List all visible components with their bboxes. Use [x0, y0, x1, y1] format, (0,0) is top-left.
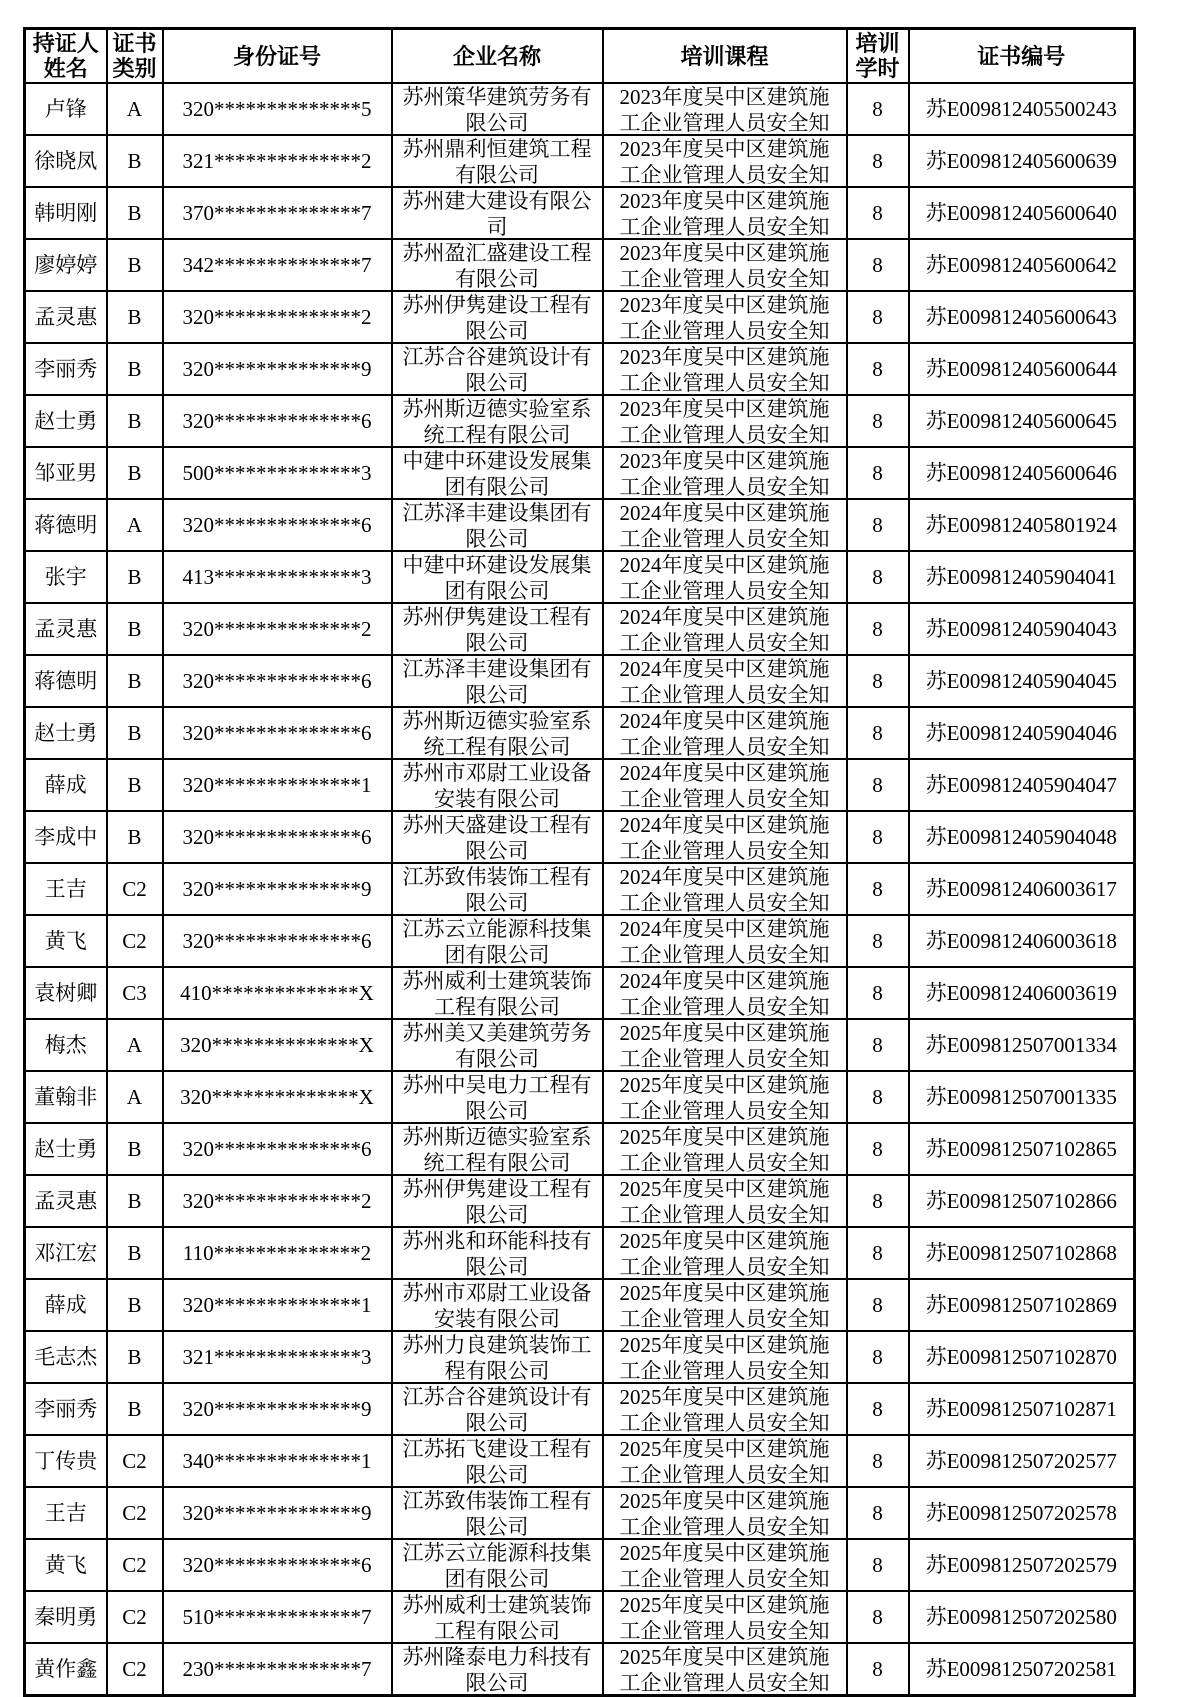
cell-training-course: 2023年度吴中区建筑施工企业管理人员安全知: [603, 83, 847, 135]
cell-training-hours: 8: [847, 1123, 909, 1175]
cell-training-course: 2024年度吴中区建筑施工企业管理人员安全知: [603, 967, 847, 1019]
cell-training-hours: 8: [847, 1227, 909, 1279]
cell-company-name: 江苏泽丰建设集团有限公司: [392, 655, 603, 707]
cell-training-course: 2024年度吴中区建筑施工企业管理人员安全知: [603, 811, 847, 863]
cell-cert-type: C2: [107, 1435, 163, 1487]
cell-holder-name: 袁树卿: [25, 967, 107, 1019]
cell-holder-name: 赵士勇: [25, 1123, 107, 1175]
table-row: [25, 967, 1135, 1019]
table-row: [25, 83, 1135, 135]
certificate-table-container: [23, 27, 1136, 1697]
cell-company-name: 苏州建大建设有限公司: [392, 187, 603, 239]
cell-id-number: 320**************6: [163, 395, 392, 447]
table-row: [25, 447, 1135, 499]
cell-holder-name: 薛成: [25, 759, 107, 811]
cell-cert-number: 苏E009812405600640: [909, 187, 1135, 239]
cell-training-course: 2025年度吴中区建筑施工企业管理人员安全知: [603, 1591, 847, 1643]
cell-holder-name: 卢锋: [25, 83, 107, 135]
cell-cert-type: C2: [107, 1643, 163, 1696]
cell-holder-name: 蒋德明: [25, 655, 107, 707]
cell-id-number: 321**************2: [163, 135, 392, 187]
cell-holder-name: 秦明勇: [25, 1591, 107, 1643]
table-row: [25, 499, 1135, 551]
header-training-hours: 培训学时: [847, 29, 909, 84]
cell-training-hours: 8: [847, 551, 909, 603]
cell-company-name: 江苏云立能源科技集团有限公司: [392, 1539, 603, 1591]
cell-cert-type: C2: [107, 1591, 163, 1643]
cell-id-number: 320**************6: [163, 811, 392, 863]
cell-cert-type: B: [107, 759, 163, 811]
cell-training-course: 2023年度吴中区建筑施工企业管理人员安全知: [603, 395, 847, 447]
cell-company-name: 江苏合谷建筑设计有限公司: [392, 1383, 603, 1435]
cell-company-name: 苏州伊隽建设工程有限公司: [392, 603, 603, 655]
table-row: [25, 187, 1135, 239]
cell-holder-name: 黄飞: [25, 915, 107, 967]
cell-id-number: 500**************3: [163, 447, 392, 499]
cell-training-hours: 8: [847, 395, 909, 447]
cell-training-hours: 8: [847, 343, 909, 395]
cell-cert-number: 苏E009812507202578: [909, 1487, 1135, 1539]
cell-training-hours: 8: [847, 967, 909, 1019]
cell-id-number: 320**************9: [163, 343, 392, 395]
cell-training-course: 2024年度吴中区建筑施工企业管理人员安全知: [603, 499, 847, 551]
cell-id-number: 342**************7: [163, 239, 392, 291]
cell-id-number: 320**************X: [163, 1019, 392, 1071]
cell-id-number: 413**************3: [163, 551, 392, 603]
cell-id-number: 320**************6: [163, 1539, 392, 1591]
cell-training-course: 2023年度吴中区建筑施工企业管理人员安全知: [603, 291, 847, 343]
cell-training-course: 2023年度吴中区建筑施工企业管理人员安全知: [603, 187, 847, 239]
cell-holder-name: 韩明刚: [25, 187, 107, 239]
cell-holder-name: 李成中: [25, 811, 107, 863]
cell-id-number: 320**************6: [163, 915, 392, 967]
cell-holder-name: 王吉: [25, 863, 107, 915]
table-row: [25, 811, 1135, 863]
cell-cert-number: 苏E009812405600639: [909, 135, 1135, 187]
table-row: [25, 1539, 1135, 1591]
cell-company-name: 苏州斯迈德实验室系统工程有限公司: [392, 1123, 603, 1175]
cell-cert-type: B: [107, 291, 163, 343]
cell-training-course: 2024年度吴中区建筑施工企业管理人员安全知: [603, 915, 847, 967]
cell-cert-number: 苏E009812405904045: [909, 655, 1135, 707]
cell-training-hours: 8: [847, 915, 909, 967]
cell-training-course: 2025年度吴中区建筑施工企业管理人员安全知: [603, 1071, 847, 1123]
cell-training-hours: 8: [847, 447, 909, 499]
cell-cert-number: 苏E009812405600644: [909, 343, 1135, 395]
cell-cert-number: 苏E009812405904047: [909, 759, 1135, 811]
cell-training-course: 2025年度吴中区建筑施工企业管理人员安全知: [603, 1383, 847, 1435]
cell-training-course: 2025年度吴中区建筑施工企业管理人员安全知: [603, 1279, 847, 1331]
cell-cert-number: 苏E009812405500243: [909, 83, 1135, 135]
cell-cert-number: 苏E009812507102865: [909, 1123, 1135, 1175]
cell-cert-type: B: [107, 343, 163, 395]
table-row: [25, 1227, 1135, 1279]
cell-cert-type: B: [107, 655, 163, 707]
table-row: [25, 603, 1135, 655]
cell-cert-number: 苏E009812406003618: [909, 915, 1135, 967]
cell-id-number: 320**************2: [163, 1175, 392, 1227]
table-row: [25, 239, 1135, 291]
cell-id-number: 320**************2: [163, 291, 392, 343]
cell-training-course: 2024年度吴中区建筑施工企业管理人员安全知: [603, 603, 847, 655]
cell-company-name: 江苏合谷建筑设计有限公司: [392, 343, 603, 395]
table-row: [25, 863, 1135, 915]
cell-company-name: 苏州威利士建筑装饰工程有限公司: [392, 1591, 603, 1643]
cell-cert-number: 苏E009812405904048: [909, 811, 1135, 863]
table-row: [25, 1071, 1135, 1123]
cell-training-course: 2025年度吴中区建筑施工企业管理人员安全知: [603, 1487, 847, 1539]
cell-cert-type: C2: [107, 1539, 163, 1591]
cell-holder-name: 董翰非: [25, 1071, 107, 1123]
cell-company-name: 江苏致伟装饰工程有限公司: [392, 863, 603, 915]
cell-cert-type: B: [107, 395, 163, 447]
cell-cert-type: B: [107, 707, 163, 759]
cell-holder-name: 赵士勇: [25, 395, 107, 447]
cell-cert-type: B: [107, 1279, 163, 1331]
cell-holder-name: 李丽秀: [25, 343, 107, 395]
cell-cert-number: 苏E009812507202580: [909, 1591, 1135, 1643]
cell-holder-name: 邹亚男: [25, 447, 107, 499]
cell-cert-number: 苏E009812507102866: [909, 1175, 1135, 1227]
cell-cert-number: 苏E009812507102868: [909, 1227, 1135, 1279]
cell-holder-name: 李丽秀: [25, 1383, 107, 1435]
cell-cert-number: 苏E009812507102870: [909, 1331, 1135, 1383]
header-company-name: 企业名称: [392, 29, 603, 84]
table-row: [25, 1175, 1135, 1227]
cell-company-name: 苏州斯迈德实验室系统工程有限公司: [392, 707, 603, 759]
cell-id-number: 410**************X: [163, 967, 392, 1019]
cell-id-number: 320**************2: [163, 603, 392, 655]
cell-id-number: 340**************1: [163, 1435, 392, 1487]
cell-company-name: 苏州隆泰电力科技有限公司: [392, 1643, 603, 1696]
table-row: [25, 1123, 1135, 1175]
cell-training-hours: 8: [847, 811, 909, 863]
cell-cert-type: B: [107, 135, 163, 187]
table-row: [25, 759, 1135, 811]
table-row: [25, 1643, 1135, 1696]
cell-holder-name: 赵士勇: [25, 707, 107, 759]
cell-training-course: 2024年度吴中区建筑施工企业管理人员安全知: [603, 551, 847, 603]
cell-training-hours: 8: [847, 135, 909, 187]
cell-company-name: 苏州中吴电力工程有限公司: [392, 1071, 603, 1123]
cell-training-course: 2024年度吴中区建筑施工企业管理人员安全知: [603, 863, 847, 915]
table-row: [25, 1487, 1135, 1539]
cell-training-hours: 8: [847, 863, 909, 915]
cell-training-hours: 8: [847, 1019, 909, 1071]
cell-cert-type: C2: [107, 863, 163, 915]
header-holder-name: 持证人姓名: [25, 29, 107, 84]
cell-cert-type: C2: [107, 915, 163, 967]
cell-training-hours: 8: [847, 83, 909, 135]
cell-cert-number: 苏E009812405801924: [909, 499, 1135, 551]
cell-holder-name: 黄飞: [25, 1539, 107, 1591]
cell-id-number: 320**************6: [163, 655, 392, 707]
cell-cert-type: A: [107, 1071, 163, 1123]
cell-cert-number: 苏E009812405904046: [909, 707, 1135, 759]
table-row: [25, 915, 1135, 967]
cell-training-course: 2023年度吴中区建筑施工企业管理人员安全知: [603, 239, 847, 291]
cell-training-course: 2024年度吴中区建筑施工企业管理人员安全知: [603, 759, 847, 811]
cell-holder-name: 孟灵惠: [25, 603, 107, 655]
header-training-course: 培训课程: [603, 29, 847, 84]
cell-training-course: 2025年度吴中区建筑施工企业管理人员安全知: [603, 1019, 847, 1071]
cell-cert-number: 苏E009812406003619: [909, 967, 1135, 1019]
table-row: [25, 551, 1135, 603]
cell-id-number: 370**************7: [163, 187, 392, 239]
cell-training-hours: 8: [847, 1331, 909, 1383]
table-row: [25, 395, 1135, 447]
cell-cert-number: 苏E009812406003617: [909, 863, 1135, 915]
cell-training-hours: 8: [847, 603, 909, 655]
cell-company-name: 苏州威利士建筑装饰工程有限公司: [392, 967, 603, 1019]
cell-holder-name: 张宇: [25, 551, 107, 603]
cell-cert-number: 苏E009812507202577: [909, 1435, 1135, 1487]
cell-holder-name: 王吉: [25, 1487, 107, 1539]
cell-training-hours: 8: [847, 655, 909, 707]
cell-company-name: 苏州伊隽建设工程有限公司: [392, 291, 603, 343]
cell-id-number: 230**************7: [163, 1643, 392, 1696]
cell-training-course: 2025年度吴中区建筑施工企业管理人员安全知: [603, 1539, 847, 1591]
cell-cert-type: A: [107, 1019, 163, 1071]
table-row: [25, 707, 1135, 759]
cell-training-course: 2025年度吴中区建筑施工企业管理人员安全知: [603, 1175, 847, 1227]
cell-cert-number: 苏E009812507202581: [909, 1643, 1135, 1696]
cell-training-hours: 8: [847, 707, 909, 759]
cell-training-hours: 8: [847, 1279, 909, 1331]
cell-cert-number: 苏E009812507102871: [909, 1383, 1135, 1435]
header-id-number: 身份证号: [163, 29, 392, 84]
cell-training-hours: 8: [847, 1643, 909, 1696]
cell-training-hours: 8: [847, 1487, 909, 1539]
cell-company-name: 苏州伊隽建设工程有限公司: [392, 1175, 603, 1227]
cell-id-number: 320**************6: [163, 707, 392, 759]
cell-cert-type: B: [107, 447, 163, 499]
cell-company-name: 江苏致伟装饰工程有限公司: [392, 1487, 603, 1539]
cell-cert-number: 苏E009812405904041: [909, 551, 1135, 603]
cell-training-course: 2024年度吴中区建筑施工企业管理人员安全知: [603, 655, 847, 707]
cell-holder-name: 孟灵惠: [25, 1175, 107, 1227]
cell-cert-type: A: [107, 499, 163, 551]
table-row: [25, 1331, 1135, 1383]
cell-training-course: 2025年度吴中区建筑施工企业管理人员安全知: [603, 1435, 847, 1487]
cell-cert-number: 苏E009812507001334: [909, 1019, 1135, 1071]
cell-training-hours: 8: [847, 291, 909, 343]
table-body: [25, 83, 1135, 1696]
cell-training-hours: 8: [847, 187, 909, 239]
cell-company-name: 中建中环建设发展集团有限公司: [392, 447, 603, 499]
cell-training-course: 2024年度吴中区建筑施工企业管理人员安全知: [603, 707, 847, 759]
cell-holder-name: 邓江宏: [25, 1227, 107, 1279]
cell-cert-type: B: [107, 1383, 163, 1435]
table-row: [25, 135, 1135, 187]
cell-training-hours: 8: [847, 759, 909, 811]
cell-training-course: 2023年度吴中区建筑施工企业管理人员安全知: [603, 343, 847, 395]
cell-cert-number: 苏E009812405600646: [909, 447, 1135, 499]
cell-holder-name: 孟灵惠: [25, 291, 107, 343]
cell-id-number: 321**************3: [163, 1331, 392, 1383]
cell-company-name: 苏州兆和环能科技有限公司: [392, 1227, 603, 1279]
cell-company-name: 苏州斯迈德实验室系统工程有限公司: [392, 395, 603, 447]
cell-cert-type: B: [107, 811, 163, 863]
cell-company-name: 苏州市邓尉工业设备安装有限公司: [392, 759, 603, 811]
cell-company-name: 苏州鼎利恒建筑工程有限公司: [392, 135, 603, 187]
cell-id-number: 320**************9: [163, 1383, 392, 1435]
cell-holder-name: 梅杰: [25, 1019, 107, 1071]
table-row: [25, 1279, 1135, 1331]
cell-training-hours: 8: [847, 1071, 909, 1123]
table-row: [25, 655, 1135, 707]
cell-training-hours: 8: [847, 1383, 909, 1435]
cell-training-hours: 8: [847, 239, 909, 291]
header-cert-number: 证书编号: [909, 29, 1135, 84]
cell-holder-name: 徐晓凤: [25, 135, 107, 187]
cell-training-hours: 8: [847, 1591, 909, 1643]
cell-cert-type: A: [107, 83, 163, 135]
cell-holder-name: 廖婷婷: [25, 239, 107, 291]
cell-cert-type: B: [107, 1227, 163, 1279]
cell-cert-number: 苏E009812507202579: [909, 1539, 1135, 1591]
cell-holder-name: 蒋德明: [25, 499, 107, 551]
cell-cert-number: 苏E009812507001335: [909, 1071, 1135, 1123]
cell-cert-type: C2: [107, 1487, 163, 1539]
cell-holder-name: 毛志杰: [25, 1331, 107, 1383]
cell-cert-number: 苏E009812405904043: [909, 603, 1135, 655]
cell-training-course: 2025年度吴中区建筑施工企业管理人员安全知: [603, 1331, 847, 1383]
cell-training-hours: 8: [847, 1539, 909, 1591]
cell-cert-type: B: [107, 1331, 163, 1383]
cell-holder-name: 丁传贵: [25, 1435, 107, 1487]
table-row: [25, 1019, 1135, 1071]
cell-company-name: 苏州美又美建筑劳务有限公司: [392, 1019, 603, 1071]
cell-id-number: 320**************6: [163, 499, 392, 551]
table-header-row: [25, 29, 1135, 84]
cell-cert-type: B: [107, 603, 163, 655]
cell-id-number: 110**************2: [163, 1227, 392, 1279]
cell-cert-type: B: [107, 239, 163, 291]
cell-training-hours: 8: [847, 1175, 909, 1227]
cell-cert-type: B: [107, 551, 163, 603]
cell-id-number: 320**************1: [163, 759, 392, 811]
table-row: [25, 1435, 1135, 1487]
table-row: [25, 343, 1135, 395]
cell-company-name: 中建中环建设发展集团有限公司: [392, 551, 603, 603]
cell-id-number: 510**************7: [163, 1591, 392, 1643]
cell-id-number: 320**************6: [163, 1123, 392, 1175]
cell-cert-type: B: [107, 1123, 163, 1175]
cell-company-name: 苏州天盛建设工程有限公司: [392, 811, 603, 863]
cell-holder-name: 薛成: [25, 1279, 107, 1331]
cell-holder-name: 黄作鑫: [25, 1643, 107, 1696]
cell-company-name: 苏州盈汇盛建设工程有限公司: [392, 239, 603, 291]
cell-company-name: 苏州市邓尉工业设备安装有限公司: [392, 1279, 603, 1331]
training-certificate-table: [23, 27, 1136, 1697]
cell-training-course: 2025年度吴中区建筑施工企业管理人员安全知: [603, 1123, 847, 1175]
cell-id-number: 320**************X: [163, 1071, 392, 1123]
cell-cert-type: B: [107, 1175, 163, 1227]
cell-cert-number: 苏E009812405600643: [909, 291, 1135, 343]
cell-cert-type: C3: [107, 967, 163, 1019]
cell-company-name: 江苏云立能源科技集团有限公司: [392, 915, 603, 967]
cell-cert-number: 苏E009812405600642: [909, 239, 1135, 291]
table-row: [25, 1383, 1135, 1435]
table-row: [25, 291, 1135, 343]
cell-training-course: 2025年度吴中区建筑施工企业管理人员安全知: [603, 1643, 847, 1696]
cell-company-name: 江苏拓飞建设工程有限公司: [392, 1435, 603, 1487]
cell-training-hours: 8: [847, 1435, 909, 1487]
cell-company-name: 江苏泽丰建设集团有限公司: [392, 499, 603, 551]
cell-company-name: 苏州力良建筑装饰工程有限公司: [392, 1331, 603, 1383]
cell-training-course: 2023年度吴中区建筑施工企业管理人员安全知: [603, 135, 847, 187]
cell-training-course: 2025年度吴中区建筑施工企业管理人员安全知: [603, 1227, 847, 1279]
cell-training-course: 2023年度吴中区建筑施工企业管理人员安全知: [603, 447, 847, 499]
cell-cert-number: 苏E009812507102869: [909, 1279, 1135, 1331]
cell-cert-number: 苏E009812405600645: [909, 395, 1135, 447]
cell-company-name: 苏州策华建筑劳务有限公司: [392, 83, 603, 135]
cell-id-number: 320**************5: [163, 83, 392, 135]
cell-training-hours: 8: [847, 499, 909, 551]
cell-id-number: 320**************9: [163, 863, 392, 915]
table-row: [25, 1591, 1135, 1643]
cell-id-number: 320**************9: [163, 1487, 392, 1539]
cell-cert-type: B: [107, 187, 163, 239]
cell-id-number: 320**************1: [163, 1279, 392, 1331]
header-cert-type: 证书类别: [107, 29, 163, 84]
